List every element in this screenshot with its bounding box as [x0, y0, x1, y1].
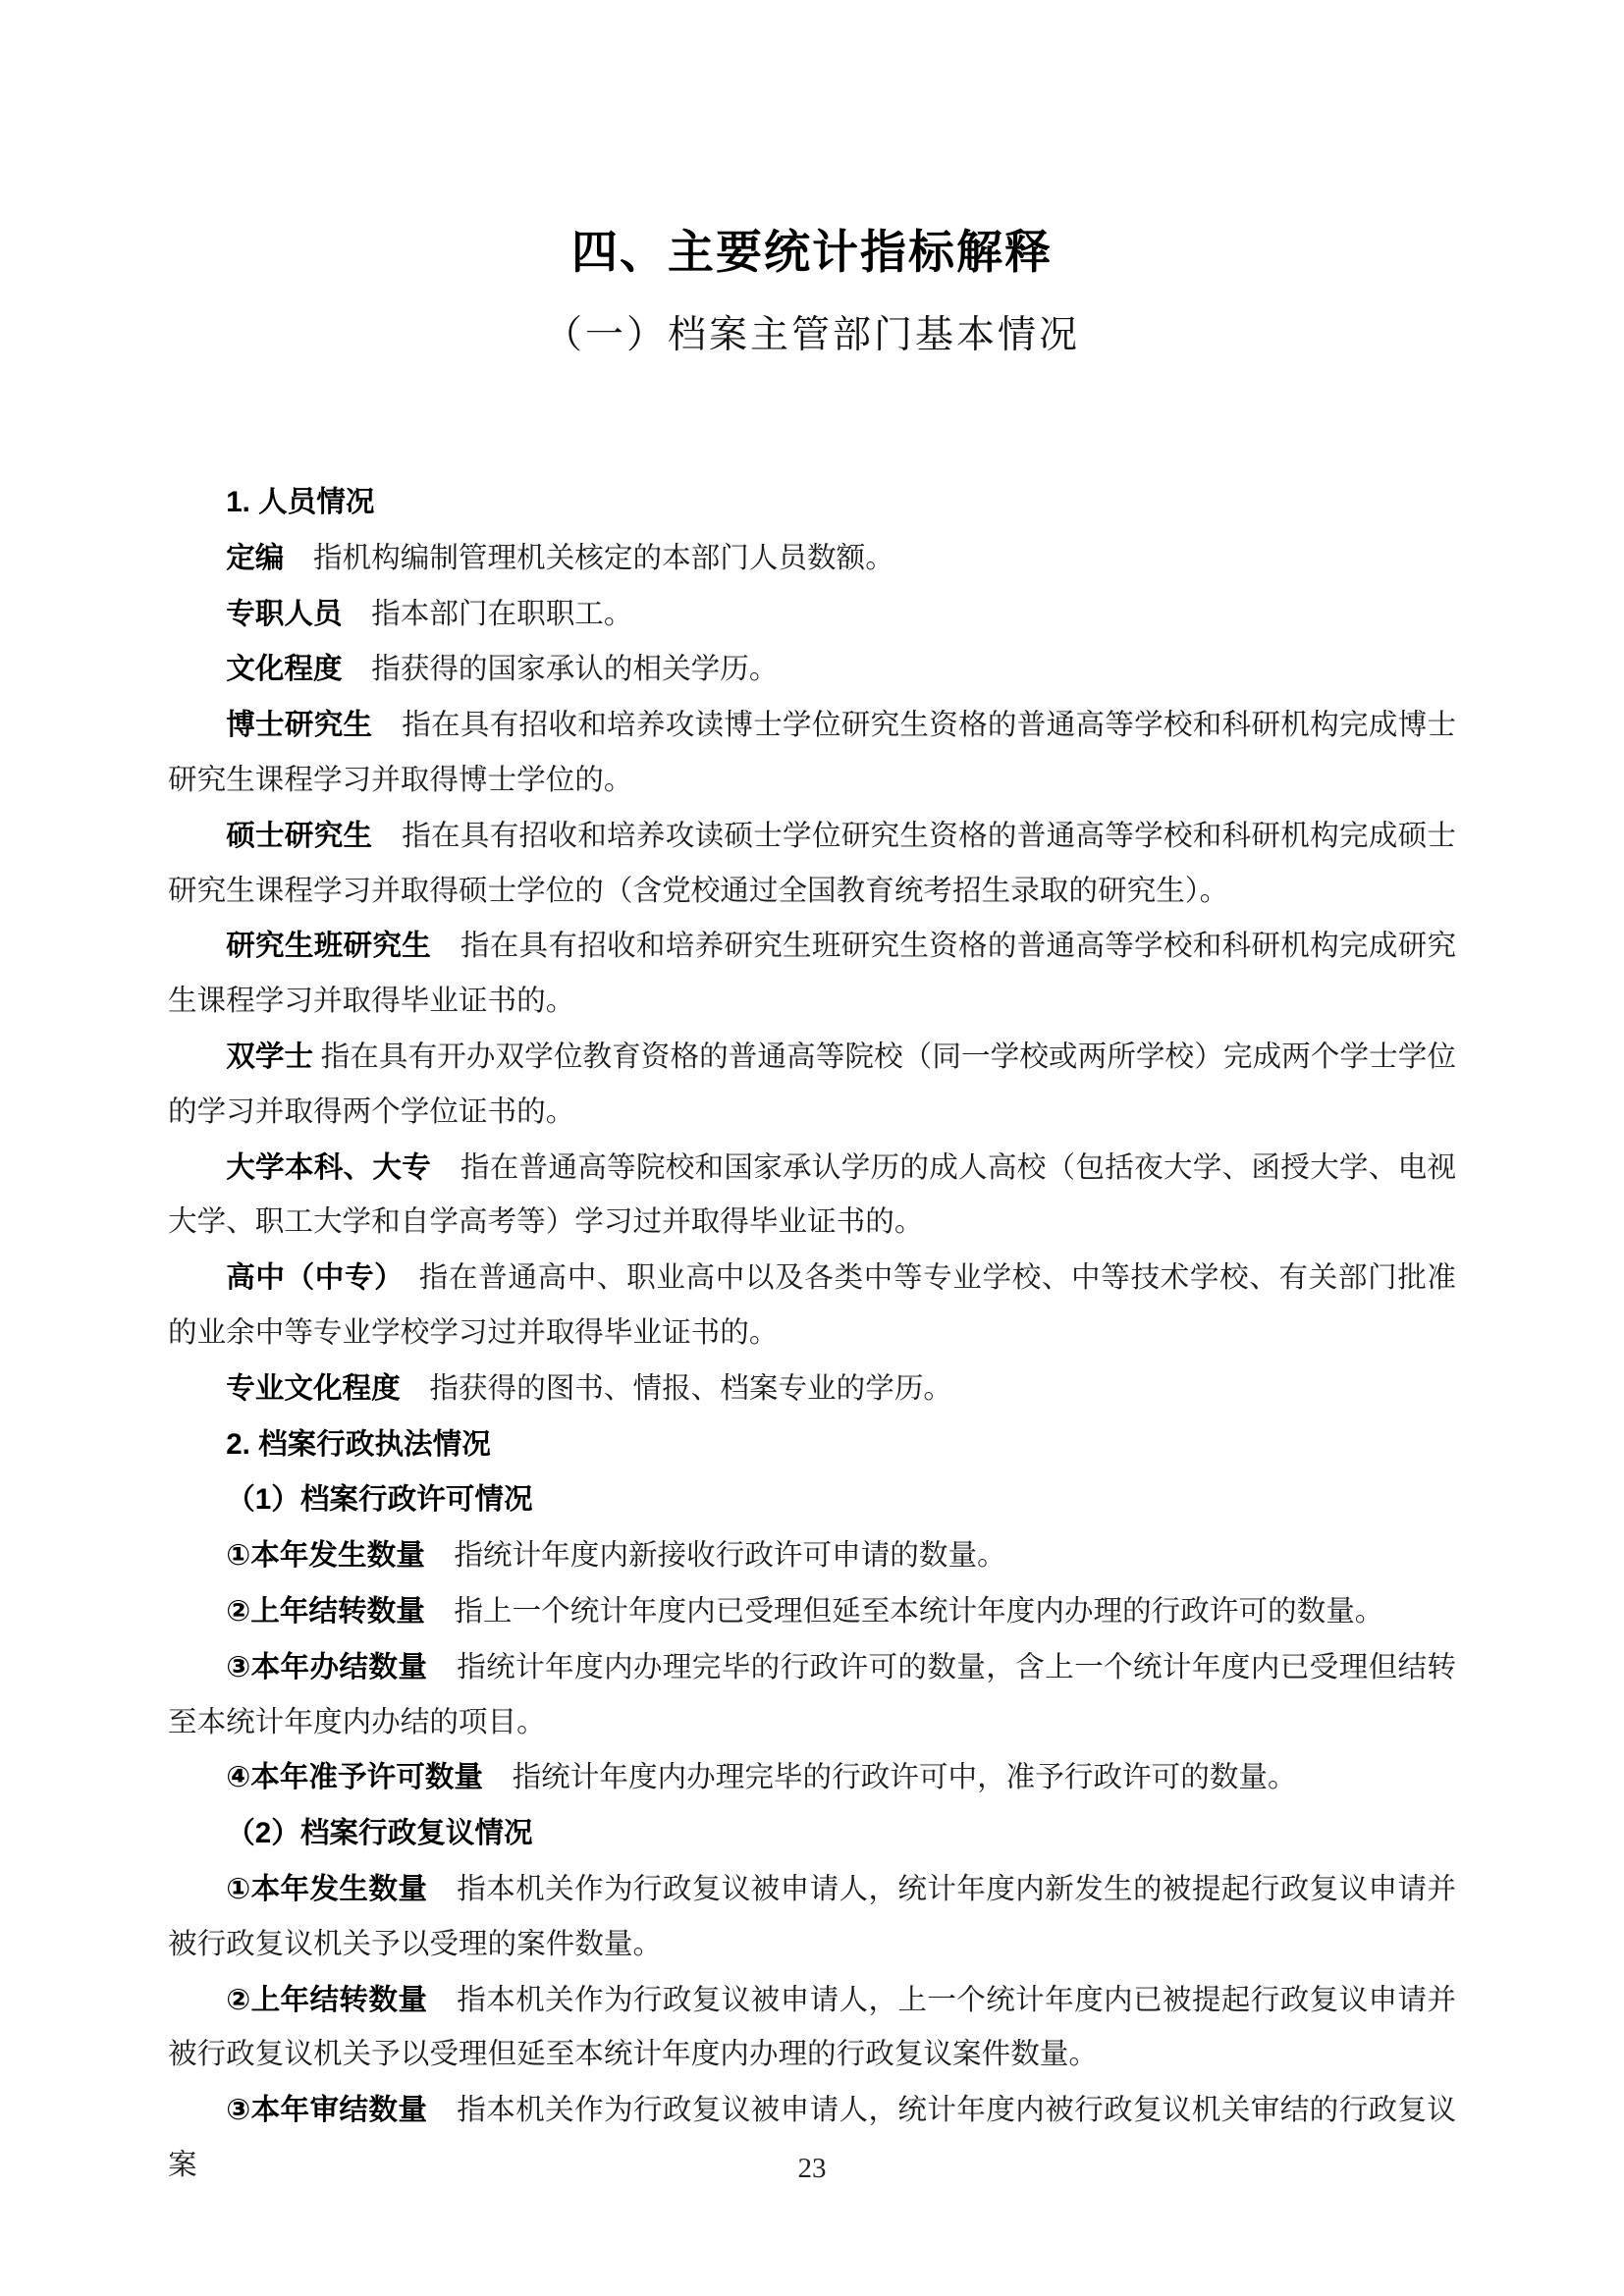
definition-paragraph — [168, 1362, 1456, 1417]
term-label: ②上年结转数量 — [226, 1983, 428, 2016]
term-label: ③本年审结数量 — [226, 2094, 428, 2127]
definition-text: 指统计年度内办理完毕的行政许可中，准予行政许可的数量。 — [483, 1762, 1297, 1794]
definition-text: 指统计年度内办理完毕的行政许可的数量，含上一个统计年度内已受理但结转至本统计年度内办结的项目。 — [168, 1651, 1457, 1738]
term-label: 2. 档案行政执法情况 — [226, 1427, 491, 1461]
section-heading — [168, 475, 1456, 531]
definition-text: 指在普通高等院校和国家承认学历的成人高校（包括夜大学、函授大学、电视大学、职工大学和自学高考等）学习过并取得毕业证书的。 — [168, 1151, 1456, 1239]
definition-paragraph — [168, 1750, 1456, 1806]
term-label: 双学士 — [226, 1040, 314, 1073]
definition-paragraph — [168, 1862, 1456, 1973]
term-label: 专职人员 — [226, 597, 343, 630]
term-label: （1）档案行政许可情况 — [226, 1483, 533, 1517]
definition-paragraph — [168, 698, 1456, 809]
document-subtitle: （一）档案主管部门基本情况 — [543, 314, 1080, 356]
definition-text: 指本机关作为行政复议被申请人，上一个统计年度内已被提起行政复议申请并被行政复议机关予以受理但延至本统计年度内办理的行政复议案件数量。 — [168, 1984, 1457, 2071]
term-label: 专业文化程度 — [226, 1371, 401, 1405]
definition-text: 指本部门在职职工。 — [342, 598, 633, 630]
definition-paragraph — [168, 1973, 1456, 2084]
definition-text: 指在具有招收和培养攻读硕士学位研究生资格的普通高等学校和科研机构完成硕士研究生课程学习并取得硕士学位的（含党校通过全国教育统考招生录取的研究生）。 — [168, 820, 1457, 907]
definition-text: 指在具有招收和培养研究生班研究生资格的普通高等学校和科研机构完成研究生课程学习并取得毕业证书的。 — [168, 931, 1456, 1018]
definition-paragraph — [168, 642, 1456, 698]
section-heading — [168, 1472, 1456, 1528]
term-label: （2）档案行政复议情况 — [226, 1817, 533, 1850]
term-label: 定编 — [226, 541, 285, 574]
definition-paragraph — [168, 1640, 1456, 1751]
definition-text: 指获得的图书、情报、档案专业的学历。 — [400, 1372, 953, 1405]
definition-text: 指在具有开办双学位教育资格的普通高等院校（同一学校或两所学校）完成两个学士学位的学习并取得两个学位证书的。 — [168, 1041, 1457, 1128]
definition-text: 指获得的国家承认的相关学历。 — [342, 654, 779, 686]
definition-paragraph — [168, 587, 1456, 643]
term-label: 研究生班研究生 — [226, 930, 432, 963]
definition-paragraph — [168, 1141, 1456, 1252]
term-label: ①本年发生数量 — [226, 1872, 428, 1905]
definition-text: 指机构编制管理机关核定的本部门人员数额。 — [284, 542, 894, 574]
definition-text: 指本机关作为行政复议被申请人，统计年度内新发生的被提起行政复议申请并被行政复议机关予以受理的案件数量。 — [168, 1873, 1457, 1960]
term-label: 高中（中专） — [226, 1261, 390, 1295]
definition-text: 指本机关作为行政复议被申请人，统计年度内被行政复议机关审结的行政复议案 — [168, 2095, 1457, 2181]
term-label: 文化程度 — [226, 653, 343, 686]
term-label: 硕士研究生 — [226, 819, 373, 852]
definition-paragraph — [168, 809, 1456, 920]
definition-text: 指统计年度内新接收行政许可申请的数量。 — [424, 1540, 1006, 1573]
term-label: ④本年准予许可数量 — [226, 1761, 483, 1794]
page-number: 23 — [797, 2153, 827, 2184]
term-label: ②上年结转数量 — [226, 1594, 425, 1628]
term-label: ①本年发生数量 — [226, 1539, 425, 1573]
term-label: ③本年办结数量 — [226, 1650, 428, 1683]
section-heading — [168, 1806, 1456, 1862]
definition-paragraph — [168, 1528, 1456, 1584]
term-label: 博士研究生 — [226, 709, 373, 742]
definition-paragraph — [168, 1251, 1456, 1362]
term-label: 1. 人员情况 — [226, 486, 375, 518]
definition-paragraph — [168, 531, 1456, 587]
document-title: 四、主要统计指标解释 — [571, 226, 1053, 278]
definition-text: 指在具有招收和培养攻读博士学位研究生资格的普通高等学校和科研机构完成博士研究生课程学习并取得博士学位的。 — [168, 710, 1457, 796]
section-heading — [168, 1417, 1456, 1473]
definition-text: 指在普通高中、职业高中以及各类中等专业学校、中等技术学校、有关部门批准的业余中等专业学校学习过并取得毕业证书的。 — [168, 1262, 1456, 1349]
definition-text: 指上一个统计年度内已受理但延至本统计年度内办理的行政许可的数量。 — [424, 1595, 1384, 1628]
term-label: 大学本科、大专 — [226, 1150, 432, 1184]
body-text-block — [168, 475, 1456, 2194]
definition-paragraph — [168, 919, 1456, 1030]
definition-paragraph — [168, 1584, 1456, 1640]
definition-paragraph — [168, 1030, 1456, 1141]
